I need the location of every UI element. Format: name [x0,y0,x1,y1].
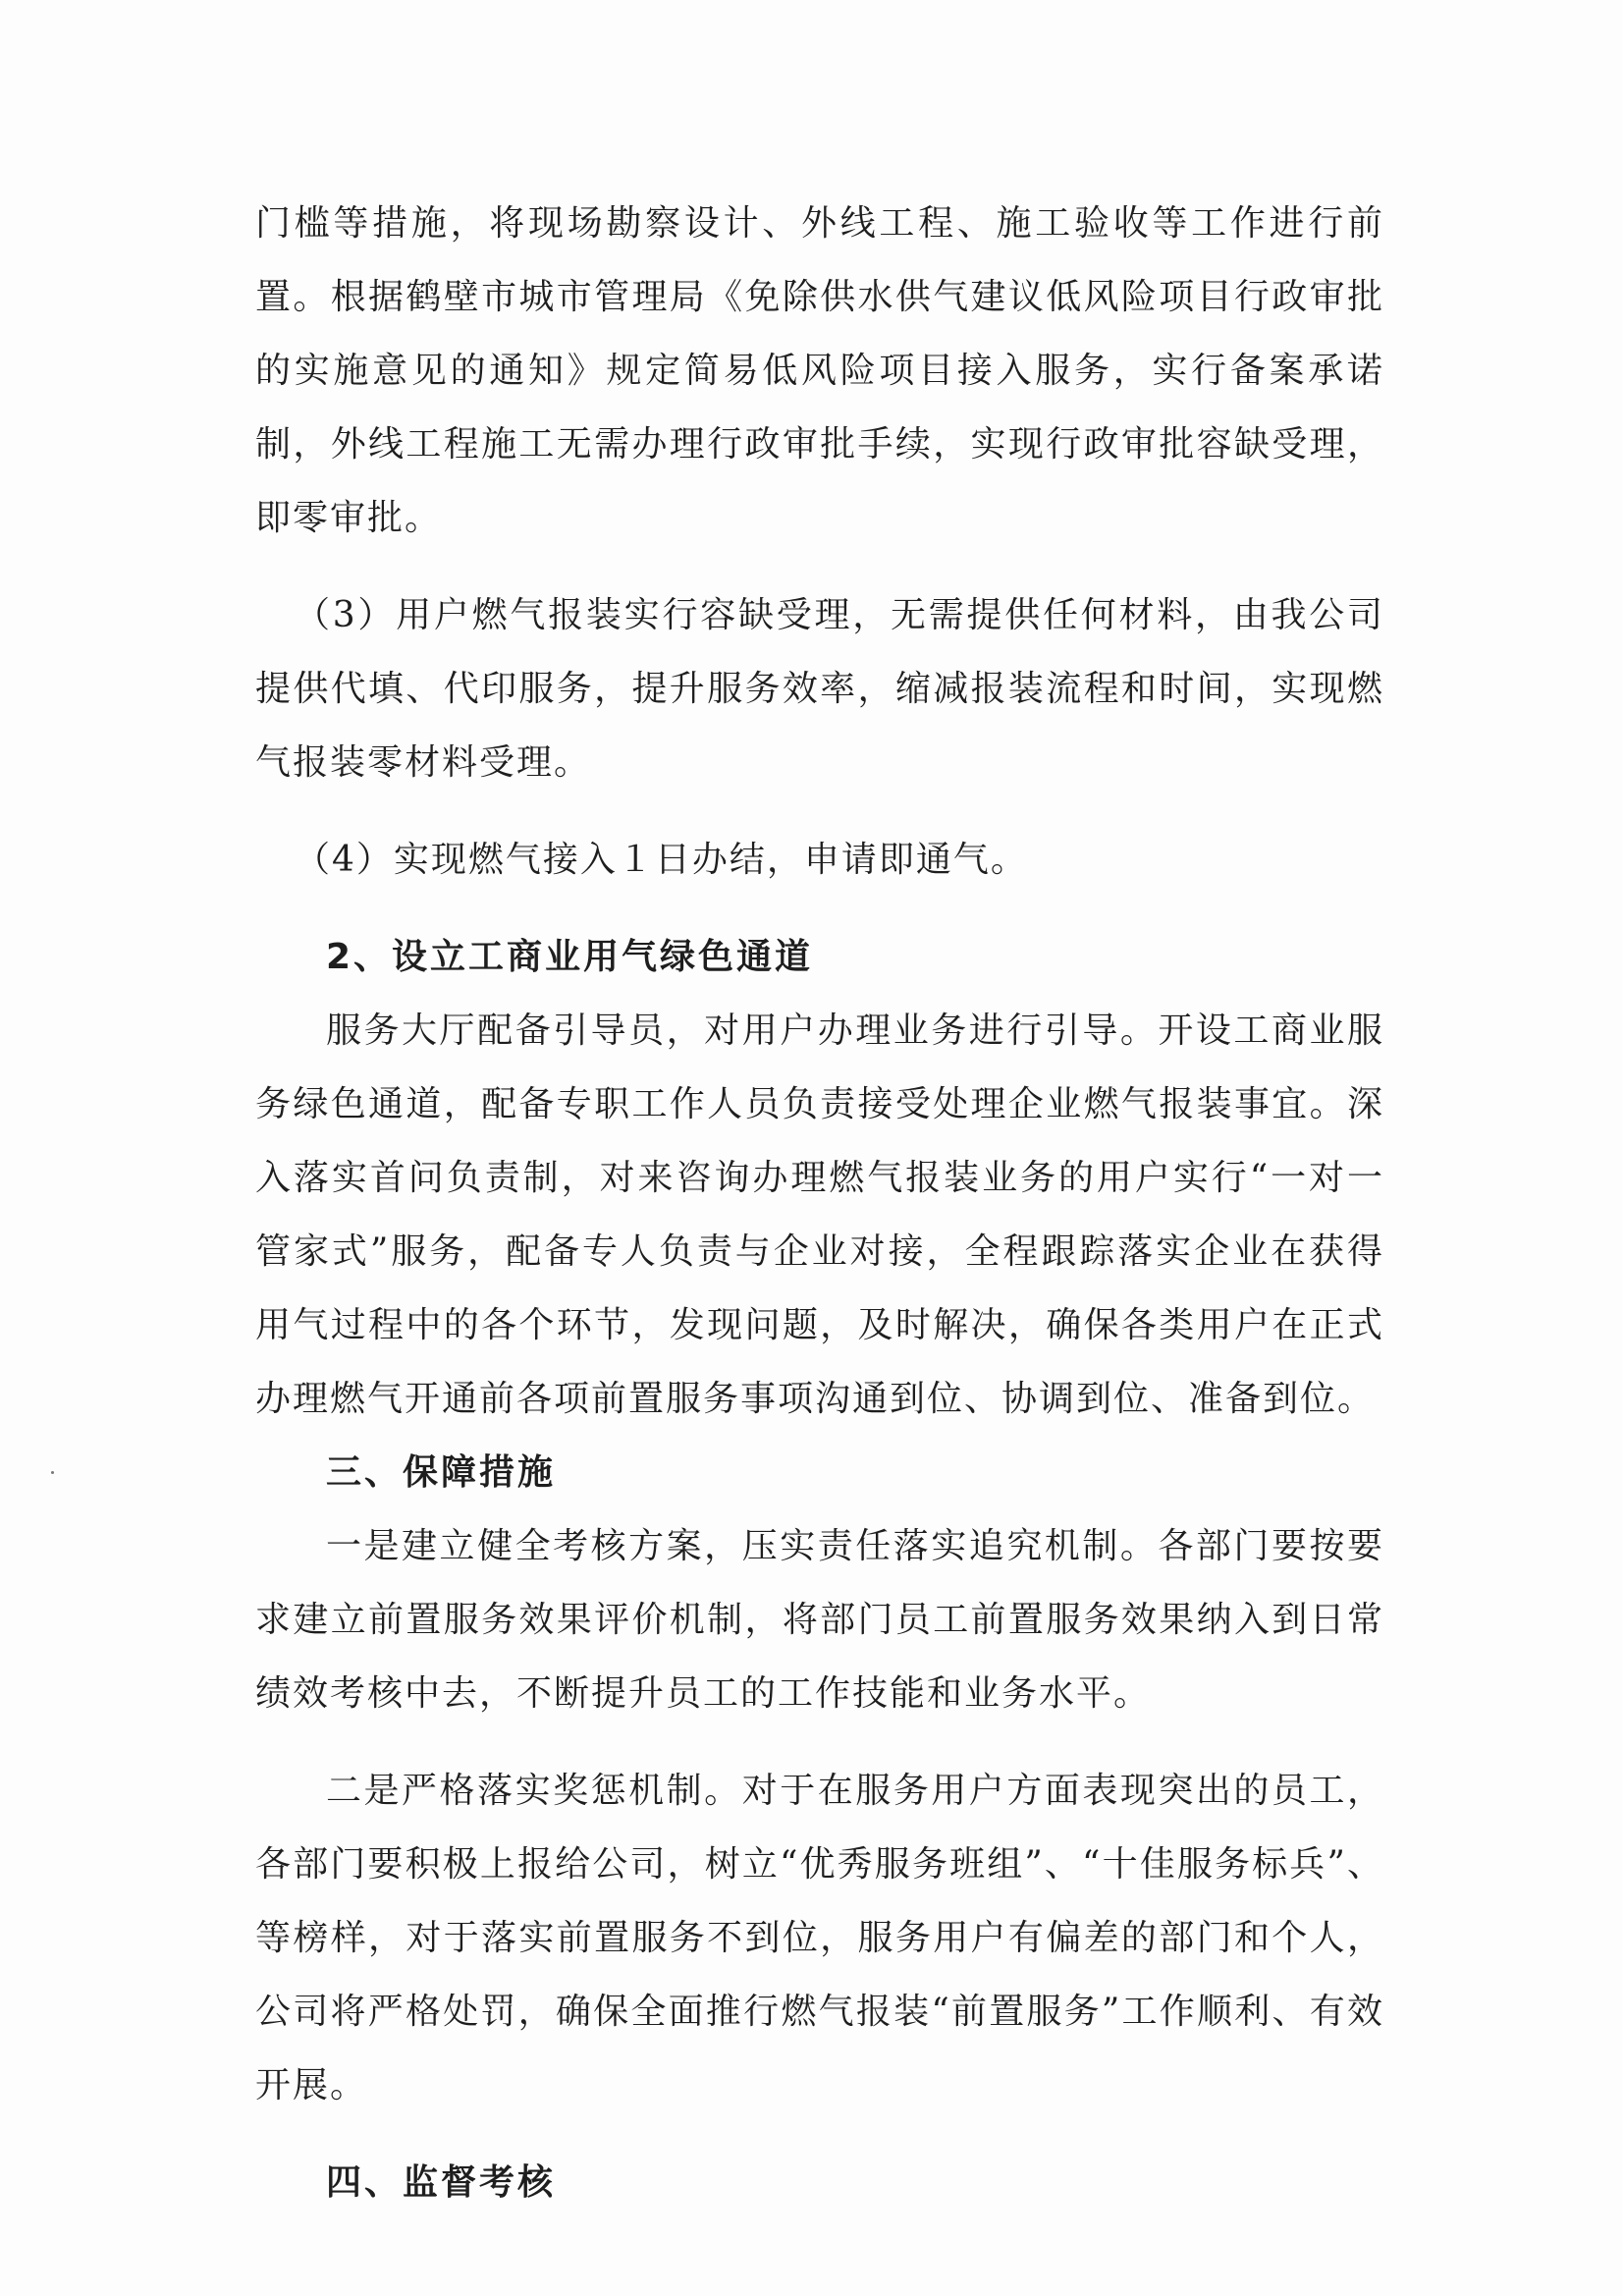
heading-supervision: 四、监督考核 [326,2162,557,2203]
paragraph-rewards-penalties: 二是严格落实奖惩机制。对于在服务用户方面表现突出的员工，各部门要积极上报给公司，树立“优秀服务班组”、“十佳服务标兵”、等榜样，对于落实前置服务不到位，服务用户有偏差的部门和个人，公司将严格处罚，确保全面推行燃气报装“前置服务”工作顺利、有效开展。 [255,1771,1384,2105]
paragraph-assessment-plan: 一是建立健全考核方案，压实责任落实追究机制。各部门要按要求建立前置服务效果评价机制，将部门员工前置服务效果纳入到日常绩效考核中去，不断提升员工的工作技能和业务水平。 [255,1526,1384,1714]
heading-safeguard-measures: 三、保障措施 [326,1452,557,1493]
paragraph-service-hall: 服务大厅配备引导员，对用户办理业务进行引导。开设工商业服务绿色通道，配备专职工作人员负责接受处理企业燃气报装事宜。深入落实首问负责制，对来咨询办理燃气报装业务的用户实行“一对一管家式”服务，配备专人负责与企业对接，全程跟踪落实企业在获得用气过程中的各个环节，发现问题，及时解决，确保各类用户在正式办理燃气开通前各项前置服务事项沟通到位、协调到位、准备到位。 [255,1011,1384,1419]
paragraph-thresholds: 门槛等措施，将现场勘察设计、外线工程、施工验收等工作进行前置。根据鹤壁市城市管理局《免除供水供气建议低风险项目行政审批的实施意见的通知》规定简易低风险项目接入服务，实行备案承诺制，外线工程施工无需办理行政审批手续，实现行政审批容缺受理，即零审批。 [255,203,1384,538]
document-body [255,187,1384,2219]
paragraph-item-4: （4）实现燃气接入１日办结，申请即通气。 [295,840,1028,880]
paragraph-item-3: （3）用户燃气报装实行容缺受理，无需提供任何材料，由我公司提供代填、代印服务，提升服务效率，缩减报装流程和时间，实现燃气报装零材料受理。 [255,595,1384,783]
heading-green-channel: 2、设立工商业用气绿色通道 [326,937,814,977]
scan-speck [51,1471,54,1474]
